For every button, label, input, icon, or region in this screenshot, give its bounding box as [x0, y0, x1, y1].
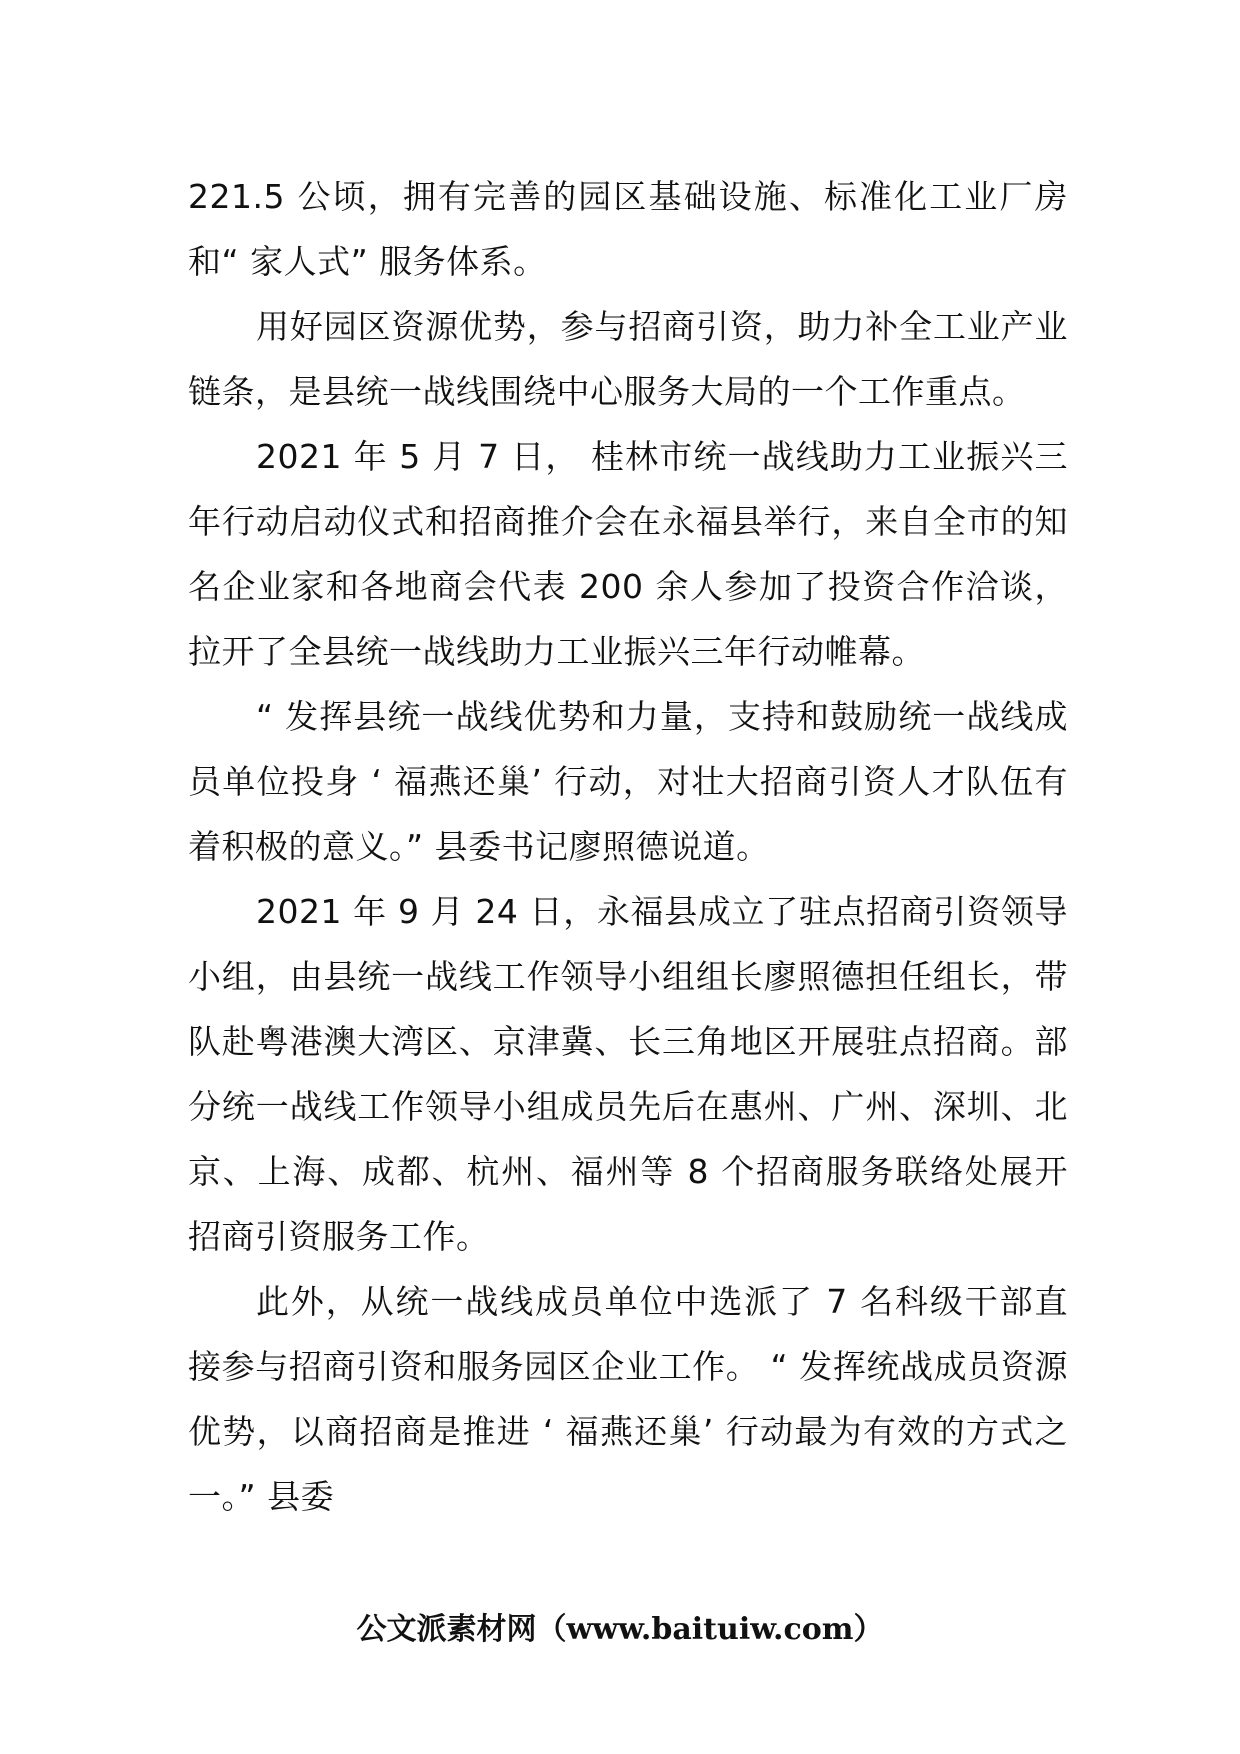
paragraph-3: 2021 年 5 月 7 日， 桂林市统一战线助力工业振兴三年行动启动仪式和招商推介会在永福县举行，来自全市的知名企业家和各地商会代表 200 余人参加了投资合作洽谈，拉开了全县统一战线助力工业振兴三年行动帷幕。: [188, 437, 1068, 671]
document-body: [188, 164, 1068, 1529]
page-footer-watermark: 公文派素材网（www.baituiw.com）: [356, 1612, 884, 1647]
paragraph-5: 2021 年 9 月 24 日，永福县成立了驻点招商引资领导小组，由县统一战线工作领导小组组长廖照德担任组长，带队赴粤港澳大湾区、京津冀、长三角地区开展驻点招商。部分统一战线工作领导小组成员先后在惠州、广州、深圳、北京、上海、成都、杭州、福州等 8 个招商服务联络处展开招商引资服务工作。: [188, 892, 1068, 1256]
paragraph-2: 用好园区资源优势，参与招商引资，助力补全工业产业链条，是县统一战线围绕中心服务大局的一个工作重点。: [188, 307, 1068, 411]
paragraph-4: “ 发挥县统一战线优势和力量，支持和鼓励统一战线成员单位投身 ‘ 福燕还巢’ 行动，对壮大招商引资人才队伍有着积极的意义。” 县委书记廖照德说道。: [188, 697, 1068, 866]
paragraph-1: 221.5 公顷，拥有完善的园区基础设施、标准化工业厂房和“ 家人式” 服务体系。: [188, 177, 1068, 281]
paragraph-6: 此外，从统一战线成员单位中选派了 7 名科级干部直接参与招商引资和服务园区企业工作。 “ 发挥统战成员资源优势，以商招商是推进 ‘ 福燕还巢’ 行动最为有效的方式之一。” 县委: [188, 1282, 1068, 1516]
